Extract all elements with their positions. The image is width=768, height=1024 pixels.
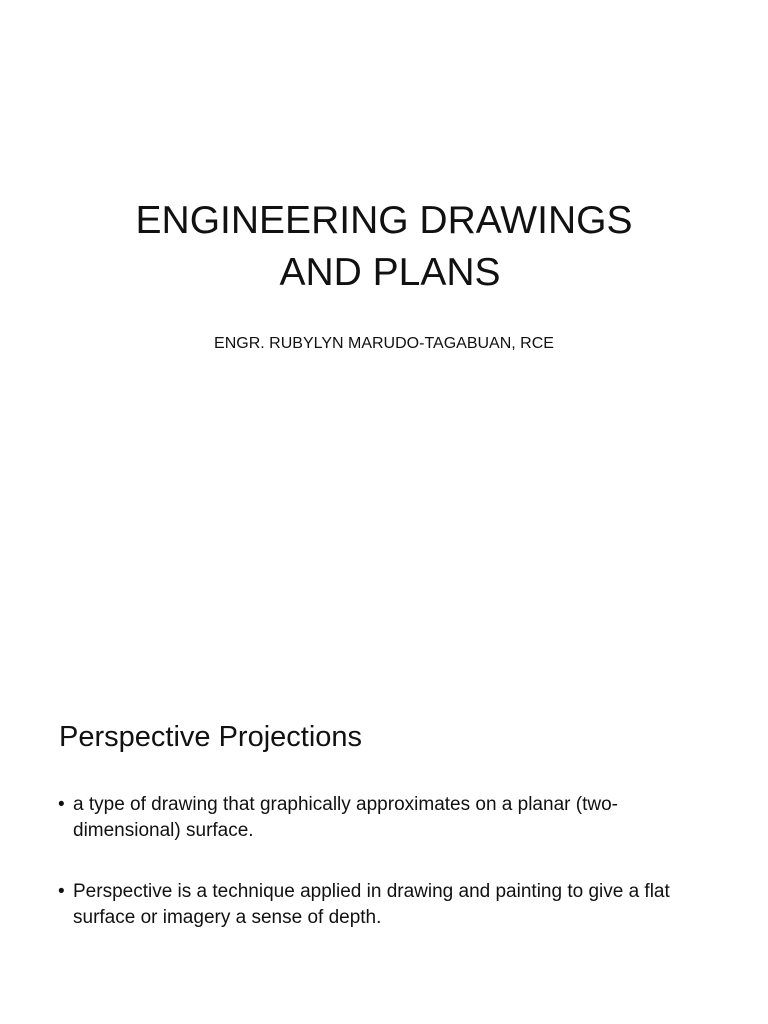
slide-heading: Perspective Projections	[59, 721, 363, 753]
slide-title-line-2: AND PLANS	[279, 251, 501, 294]
slide-title	[0, 195, 768, 299]
bullet-list	[58, 792, 698, 966]
bullet-icon: •	[58, 794, 65, 815]
bullet-item	[58, 879, 698, 931]
bullet-icon: •	[58, 881, 65, 902]
content-slide	[0, 512, 768, 1024]
bullet-text: Perspective is a technique applied in drawing and painting to give a flat surface or imagery a sense of depth.	[73, 881, 670, 928]
slide-title-line-1: ENGINEERING DRAWINGS	[135, 199, 633, 242]
bullet-item	[58, 792, 698, 844]
bullet-text: a type of drawing that graphically approximates on a planar (two-dimensional) surface.	[73, 794, 618, 841]
slide-subtitle: ENGR. RUBYLYN MARUDO-TAGABUAN, RCE	[214, 335, 554, 352]
